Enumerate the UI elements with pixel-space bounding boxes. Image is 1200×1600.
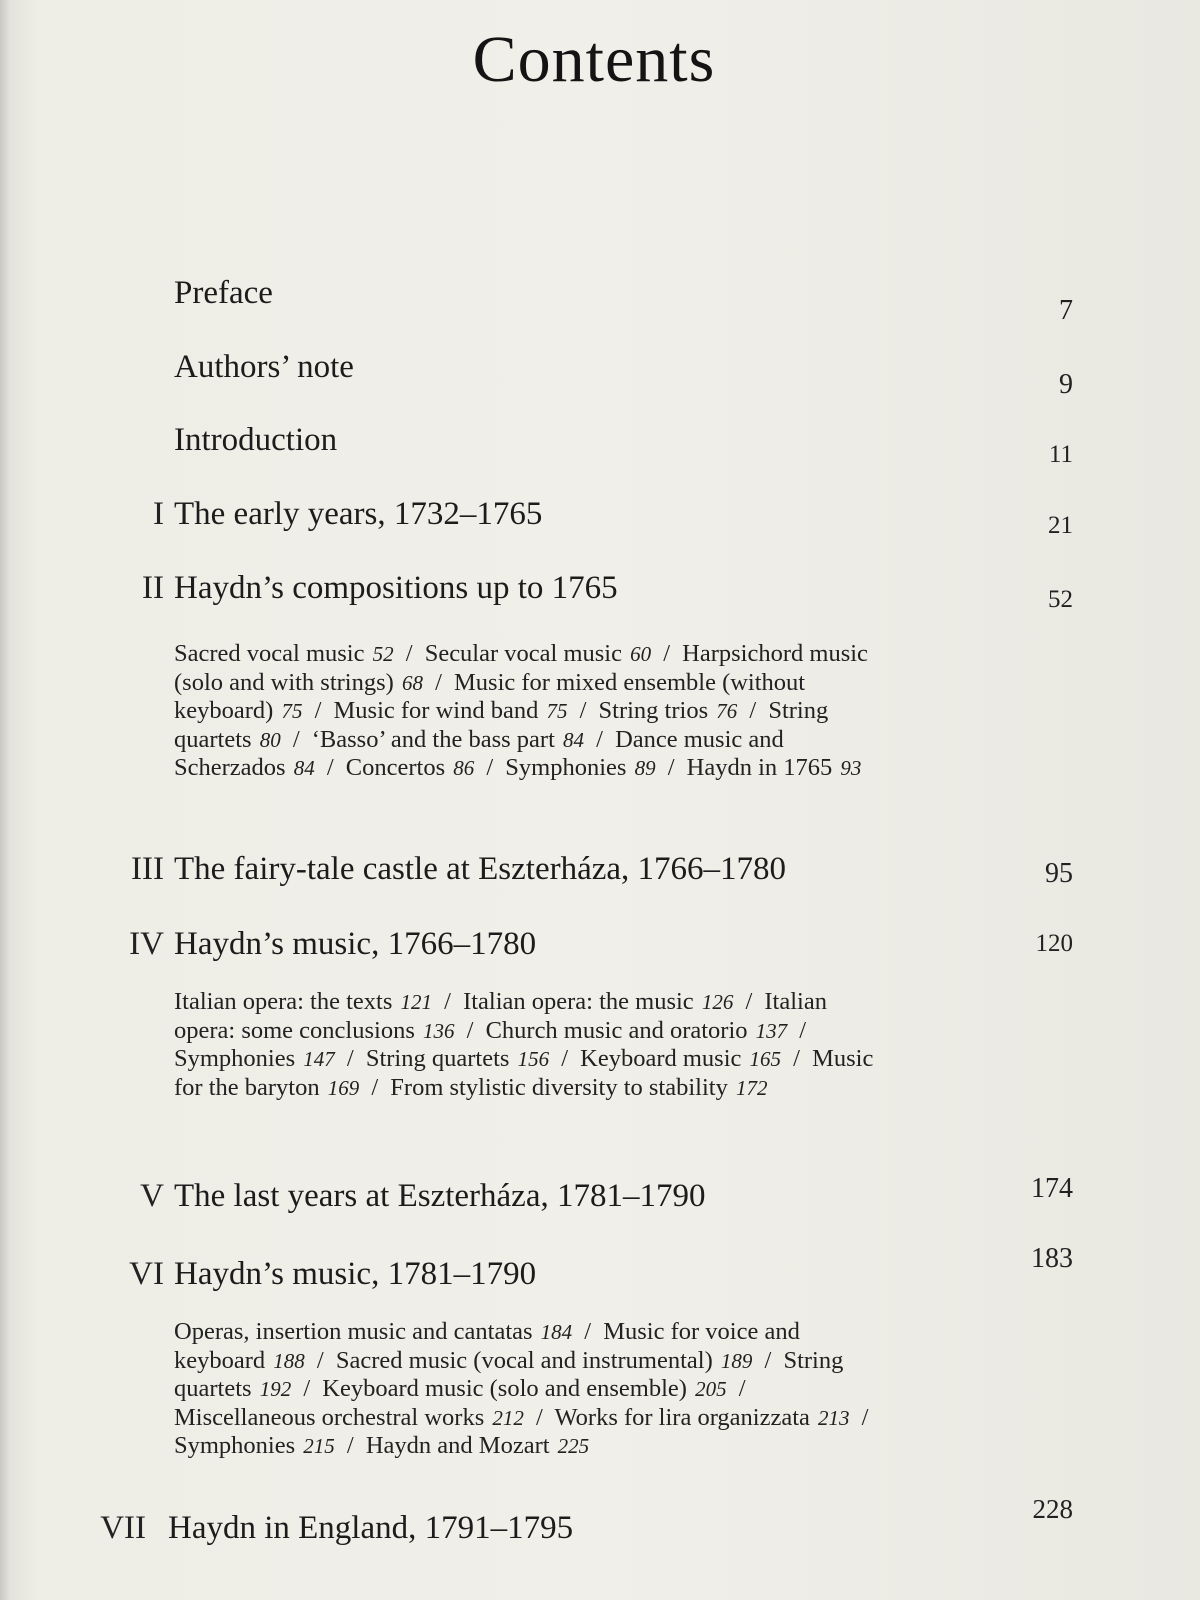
subsection-item bbox=[425, 640, 651, 667]
entry-page: 7 bbox=[1059, 295, 1073, 326]
subsection-item bbox=[174, 1432, 335, 1459]
entry-title: Preface bbox=[174, 275, 273, 311]
subsection-item bbox=[687, 754, 862, 781]
subsection-separator: / bbox=[596, 725, 603, 753]
subsection-item bbox=[366, 1045, 549, 1072]
subsection-item bbox=[312, 726, 584, 753]
subsection-separator: / bbox=[316, 1346, 324, 1374]
subsection-page: 225 bbox=[557, 1434, 590, 1458]
subsection-item bbox=[463, 988, 733, 1015]
subsection-label: Keyboard music bbox=[580, 1045, 742, 1072]
subsection-separator: / bbox=[861, 1403, 869, 1431]
subsection-separator: / bbox=[749, 697, 757, 724]
subsection-list bbox=[174, 1318, 879, 1461]
subsection-label: String quartets bbox=[174, 1346, 844, 1402]
subsection-page: 169 bbox=[327, 1075, 360, 1100]
subsection-item bbox=[174, 1045, 335, 1072]
subsection-list bbox=[174, 640, 874, 783]
subsection-separator: / bbox=[536, 1403, 543, 1431]
subsection-label: Music for mixed ensemble (without keyboard) bbox=[174, 668, 806, 724]
subsection-label: Haydn in 1765 bbox=[686, 754, 833, 781]
entry-page: 183 bbox=[1031, 1243, 1073, 1274]
subsection-label: Church music and oratorio bbox=[485, 1016, 748, 1044]
entry-page: 9 bbox=[1059, 369, 1073, 400]
chapter-numeral: VI bbox=[129, 1256, 164, 1292]
subsection-separator: / bbox=[346, 1432, 354, 1459]
chapter-numeral: IV bbox=[129, 926, 164, 962]
subsection-page: 68 bbox=[401, 670, 423, 695]
subsection-label: Music for wind band bbox=[333, 697, 539, 724]
subsection-item bbox=[174, 1404, 524, 1431]
subsection-separator: / bbox=[745, 988, 753, 1015]
subsection-page: 84 bbox=[563, 727, 584, 752]
subsection-page: 147 bbox=[303, 1047, 335, 1071]
entry-title: Haydn in England, 1791–1795 bbox=[168, 1510, 574, 1546]
subsection-separator: / bbox=[764, 1346, 772, 1374]
entry-title: Haydn’s music, 1781–1790 bbox=[174, 1256, 537, 1292]
subsection-separator: / bbox=[314, 697, 322, 724]
subsection-label: Miscellaneous orchestral works bbox=[174, 1403, 485, 1431]
subsection-item bbox=[505, 754, 655, 781]
subsection-label: Harpsichord music (solo and with strings) bbox=[174, 640, 868, 696]
entry-page: 52 bbox=[1048, 586, 1073, 613]
subsection-item bbox=[366, 1432, 589, 1459]
subsection-separator: / bbox=[466, 1016, 474, 1044]
subsection-label: Haydn and Mozart bbox=[365, 1432, 550, 1459]
subsection-page: 93 bbox=[840, 756, 862, 780]
subsection-page: 126 bbox=[701, 990, 734, 1014]
subsection-separator: / bbox=[435, 668, 442, 696]
subsection-page: 80 bbox=[259, 727, 281, 752]
subsection-page: 205 bbox=[695, 1377, 727, 1401]
subsection-separator: / bbox=[799, 1016, 807, 1044]
subsection-item bbox=[174, 640, 394, 667]
subsection-label: Dance music and Scherzados bbox=[174, 725, 784, 781]
subsection-label: Sacred vocal music bbox=[174, 640, 365, 667]
subsection-label: Italian opera: some conclusions bbox=[174, 988, 827, 1044]
subsection-page: 86 bbox=[453, 756, 475, 780]
subsection-separator: / bbox=[405, 640, 413, 667]
subsection-item bbox=[174, 988, 432, 1015]
subsection-item bbox=[390, 1074, 767, 1101]
subsection-separator: / bbox=[326, 754, 334, 781]
entry-page: 21 bbox=[1048, 512, 1073, 539]
entry-title: Haydn’s music, 1766–1780 bbox=[174, 926, 537, 962]
entry-title: Introduction bbox=[174, 422, 338, 458]
subsection-label: Operas, insertion music and cantatas bbox=[174, 1318, 533, 1345]
subsection-label: From stylistic diversity to stability bbox=[390, 1073, 728, 1101]
subsection-item bbox=[334, 697, 568, 724]
entry-title: Haydn’s compositions up to 1765 bbox=[174, 570, 618, 606]
subsection-label: Sacred music (vocal and instrumental) bbox=[335, 1346, 713, 1374]
subsection-page: 75 bbox=[546, 699, 568, 723]
subsection-separator: / bbox=[371, 1073, 379, 1101]
subsection-page: 121 bbox=[400, 990, 432, 1014]
chapter-numeral: V bbox=[140, 1178, 164, 1214]
subsection-page: 156 bbox=[517, 1047, 550, 1071]
entry-page: 95 bbox=[1045, 858, 1073, 889]
subsection-item bbox=[174, 1318, 572, 1345]
subsection-separator: / bbox=[793, 1045, 800, 1072]
subsection-separator: / bbox=[346, 1045, 354, 1072]
subsection-page: 76 bbox=[716, 699, 738, 723]
subsection-separator: / bbox=[667, 754, 675, 781]
subsection-separator: / bbox=[486, 754, 494, 781]
subsection-page: 84 bbox=[293, 756, 315, 780]
subsection-separator: / bbox=[584, 1318, 592, 1345]
subsection-separator: / bbox=[444, 988, 451, 1015]
subsection-page: 136 bbox=[423, 1018, 455, 1043]
entry-title: The last years at Eszterháza, 1781–1790 bbox=[174, 1178, 706, 1214]
subsection-label: Works for lira organizzata bbox=[554, 1403, 810, 1431]
subsection-page: 75 bbox=[281, 699, 303, 723]
chapter-numeral: I bbox=[153, 496, 164, 532]
entry-title: The early years, 1732–1765 bbox=[174, 496, 543, 532]
subsection-separator: / bbox=[579, 697, 587, 724]
entry-page: 174 bbox=[1031, 1173, 1073, 1204]
subsection-page: 165 bbox=[749, 1047, 781, 1071]
subsection-label: Symphonies bbox=[505, 754, 627, 781]
entry-page: 228 bbox=[1032, 1494, 1073, 1524]
subsection-item bbox=[322, 1375, 726, 1402]
subsection-label: ‘Basso’ and the bass part bbox=[311, 725, 555, 753]
subsection-label: String trios bbox=[598, 697, 709, 724]
subsection-label: String quartets bbox=[365, 1045, 510, 1072]
subsection-separator: / bbox=[738, 1375, 746, 1402]
subsection-page: 137 bbox=[755, 1018, 788, 1043]
entry-page: 11 bbox=[1048, 441, 1073, 468]
chapter-numeral: III bbox=[131, 851, 164, 887]
subsection-item bbox=[599, 697, 738, 724]
page-title: Contents bbox=[472, 23, 716, 96]
subsection-label: Concertos bbox=[345, 754, 446, 781]
chapter-numeral: II bbox=[142, 570, 164, 606]
subsection-label: Secular vocal music bbox=[424, 640, 622, 667]
subsection-item bbox=[336, 1347, 753, 1374]
chapter-numeral: VII bbox=[100, 1510, 146, 1546]
subsection-page: 188 bbox=[273, 1348, 305, 1373]
subsection-separator: / bbox=[303, 1375, 311, 1402]
subsection-label: Music for voice and keyboard bbox=[174, 1318, 800, 1374]
subsection-separator: / bbox=[561, 1045, 568, 1072]
subsection-page: 189 bbox=[720, 1348, 753, 1373]
subsection-separator: / bbox=[663, 640, 671, 667]
subsection-page: 172 bbox=[735, 1075, 768, 1100]
subsection-separator: / bbox=[292, 725, 300, 753]
subsection-page: 89 bbox=[634, 756, 656, 780]
subsection-label: Keyboard music (solo and ensemble) bbox=[322, 1375, 687, 1402]
subsection-page: 184 bbox=[540, 1320, 573, 1344]
subsection-label: String quartets bbox=[174, 697, 829, 753]
entry-page: 120 bbox=[1035, 930, 1073, 957]
subsection-page: 213 bbox=[818, 1405, 850, 1430]
subsection-label: Symphonies bbox=[174, 1432, 296, 1459]
subsection-label: Music for the baryton bbox=[174, 1045, 874, 1101]
subsection-list bbox=[174, 988, 874, 1102]
subsection-page: 52 bbox=[372, 642, 394, 666]
subsection-page: 215 bbox=[303, 1434, 335, 1458]
subsection-label: Italian opera: the music bbox=[463, 988, 694, 1015]
subsection-label: Italian opera: the texts bbox=[174, 988, 393, 1015]
subsection-page: 212 bbox=[492, 1405, 524, 1430]
entry-title: Authors’ note bbox=[174, 349, 354, 385]
subsection-page: 60 bbox=[630, 642, 652, 666]
subsection-label: Symphonies bbox=[174, 1045, 296, 1072]
subsection-item bbox=[580, 1045, 781, 1072]
subsection-page: 192 bbox=[259, 1377, 292, 1401]
subsection-item bbox=[555, 1404, 850, 1431]
entry-title: The fairy-tale castle at Eszterháza, 1766–1780 bbox=[174, 851, 787, 887]
subsection-item bbox=[486, 1017, 788, 1044]
subsection-item bbox=[346, 754, 474, 781]
